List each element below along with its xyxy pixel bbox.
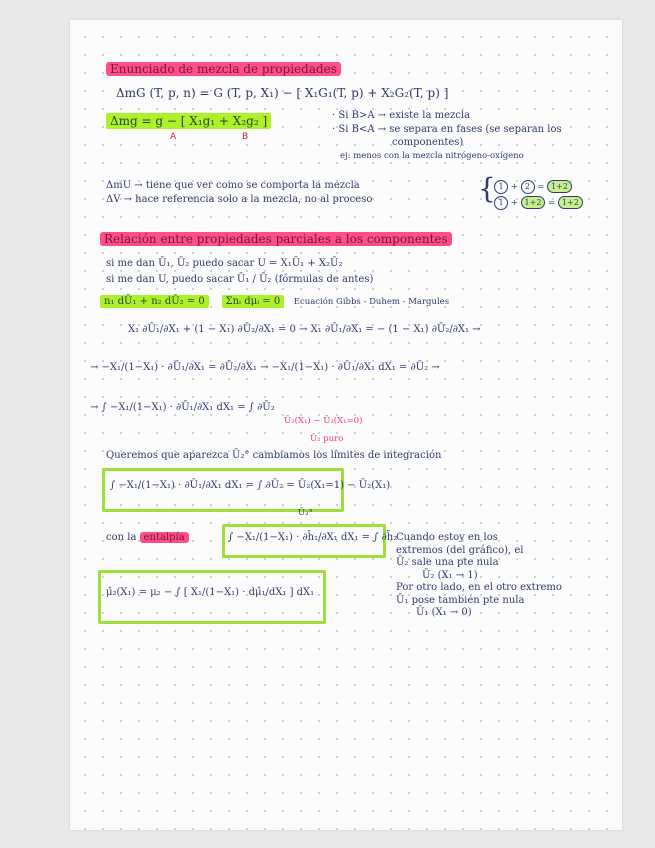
enthalpy-row <box>106 532 189 543</box>
derivation-step-3-pure: Ū₂ puro <box>310 434 344 444</box>
heading-text: Enunciado de mezcla de propiedades <box>106 62 341 76</box>
section-heading-mixing <box>106 62 341 76</box>
gibbs-duhem-name: Ecuación Gibbs - Duhem - Margules <box>293 297 450 307</box>
line-given-total: si me dan U, puedo sacar Ū₁ / Ū₂ (fórmulas de antes) <box>106 274 374 285</box>
note-line: Ū₂ sale una pte nula <box>396 557 499 568</box>
gibbs-duhem-sum: Σnᵢ dμᵢ = 0 <box>222 295 285 308</box>
line-given-partials: si me dan Ū₁, Ū₂ puedo sacar U = X₁Ū₁ + X₂Ū₂ <box>106 258 343 269</box>
circle-2-icon: 2 <box>521 180 535 194</box>
circle-12-icon: 1+2 <box>547 180 572 193</box>
derivation-step-3-result: Ū₂(X₁) − Ū₂(X₁=0) <box>284 416 363 426</box>
note-line: Cuando estoy en los <box>396 532 498 543</box>
equation-delta-mg-general: ΔmG (T, p, n) = G (T, p, X₁) − [ X₁G₁(T, p) + X₂G₂(T, p) ] <box>116 86 449 100</box>
process-row-2: 1 + 1+2 = 1+2 <box>494 196 583 210</box>
process-row-1: 1 + 2 = 1+2 <box>494 180 572 194</box>
note-line: extremos (del gráfico), el <box>396 544 524 556</box>
equation-delta-mg-specific <box>106 114 271 128</box>
circle-12-icon: 1+2 <box>558 196 583 209</box>
delta-mu-line: ΔmU → tiene que ver como se comporta la mezcla <box>106 180 360 191</box>
derivation-step-3: → ∫ −X₁/(1−X₁) · ∂Ū₁/∂X₁ dX₁ = ∫ ∂Ū₂ <box>90 402 275 413</box>
condition-example: ej: menos con la mezcla nitrógeno-oxígeno <box>340 151 524 161</box>
note-line: Ū₁ (X₁ → 0) <box>416 607 472 618</box>
highlighted-equation: Δmg = g − [ X₁g₁ + X₂g₂ ] <box>106 113 271 129</box>
boxed-equation-2-text: ∫ −X₁/(1−X₁) · ∂h̄₁/∂X₁ dX₁ = ∫ ∂h̄₂ <box>228 532 398 543</box>
brace: { <box>478 172 496 205</box>
boxed-equation-1-sub: Ū₂° <box>298 508 313 518</box>
condition-exists: · Si B>A → existe la mezcla <box>332 110 471 121</box>
heading-text: Relación entre propiedades parciales a los componentes <box>100 232 452 246</box>
delta-v-line: ΔV → hace referencia solo a la mezcla, no al proceso <box>106 194 373 205</box>
boxed-equation-1-text: ∫ −X₁/(1−X₁) · ∂Ū₁/∂X₁ dX₁ = ∫ ∂Ū₂ = Ū₂(X₁=1) − Ū₂(X₁) <box>110 480 391 491</box>
derivation-step-2: → −X₁/(1−X₁) · ∂Ū₁/∂X₁ = ∂Ū₂/∂X₁ → −X₁/(1−X₁) · ∂Ū₁/∂X₁ dX₁ = ∂Ū₂ → <box>90 362 440 373</box>
derivation-step-1: X₁ ∂Ū₁/∂X₁ + (1 − X₁) ∂Ū₂/∂X₁ = 0 → X₁ ∂Ū₁/∂X₁ = − (1 − X₁) ∂Ū₂/∂X₁ → <box>128 324 481 335</box>
boxed-equation-3-text: μ̂₂(X₁) = μ₂ − ∫ [ X₁/(1−X₁) · dμ̂₁/dX₁ ] dX₁ <box>106 587 315 598</box>
line-change-limits: Queremos que aparezca Ū₂° cambiamos los límites de integración <box>106 450 442 461</box>
enthalpy-word: entalpía <box>140 532 189 543</box>
note-line: Por otro lado, en el otro extremo <box>396 582 562 593</box>
gibbs-duhem-row <box>100 296 449 307</box>
label-b: B <box>242 132 249 142</box>
notebook-page <box>70 20 622 830</box>
circle-1-icon: 1 <box>494 196 508 210</box>
note-line: Ū₁ pose también pte nula <box>396 594 525 606</box>
side-note <box>396 532 562 620</box>
enthalpy-pre: con la <box>106 532 137 543</box>
note-line: Ū₂ (X₁ → 1) <box>422 569 478 581</box>
condition-separates: · Si B<A → se separa en fases (se separan los <box>332 124 562 135</box>
circle-1-icon: 1 <box>494 180 508 194</box>
label-a: A <box>170 132 177 142</box>
gibbs-duhem-equation: n₁ dŪ₁ + n₂ dŪ₂ = 0 <box>100 295 209 308</box>
section-heading-partial <box>100 232 452 246</box>
condition-separates-cont: componentes) <box>392 137 464 148</box>
circle-12-icon: 1+2 <box>521 196 546 209</box>
